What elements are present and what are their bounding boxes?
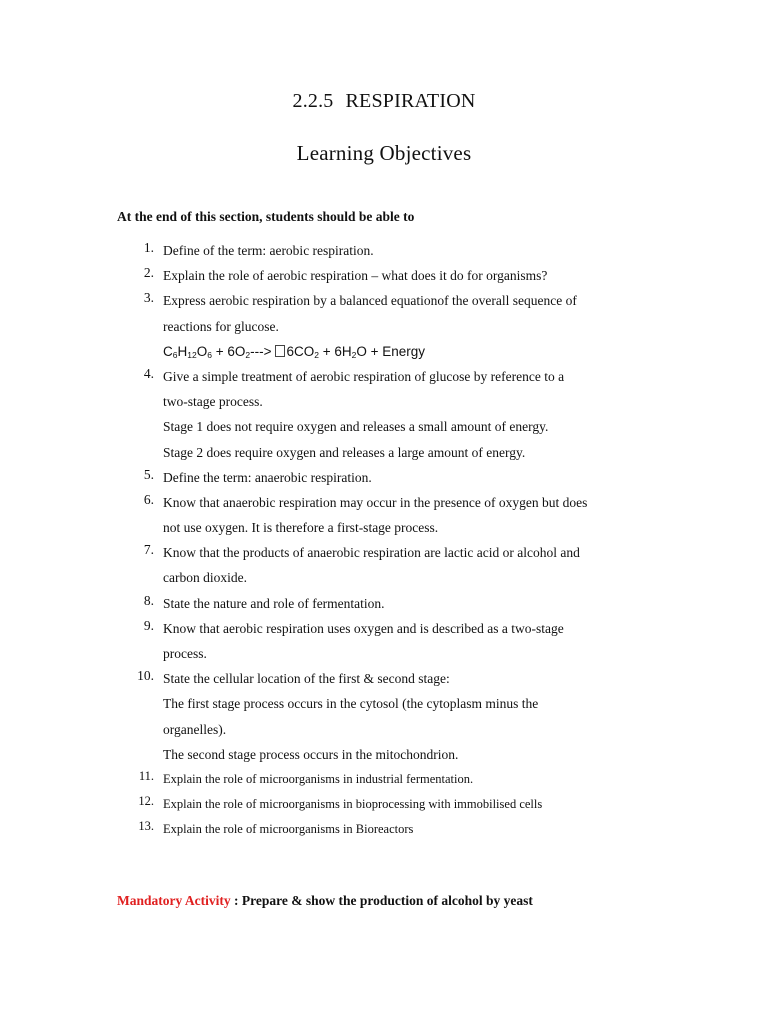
eq-co2: 6CO — [286, 343, 315, 359]
objective-line: The second stage process occurs in the mitochondrion. — [163, 746, 459, 762]
objective-line: Explain the role of microorganisms in Bioreactors — [163, 821, 414, 836]
objective-item — [0, 290, 768, 366]
objective-item — [0, 819, 768, 844]
eq-sub: 6 — [172, 349, 178, 360]
objective-line: Define the term: anaerobic respiration. — [163, 469, 372, 485]
intro-text: At the end of this section, students should be able to — [117, 209, 415, 224]
objective-item — [0, 492, 768, 542]
objective-item — [0, 542, 768, 592]
objective-line: The first stage process occurs in the cytosol (the cytoplasm minus the — [163, 696, 539, 712]
activity-label: Mandatory Activity — [117, 893, 231, 908]
objective-line: Know that the products of anaerobic respiration are lactic acid or alcohol and — [163, 545, 580, 561]
eq-sub: 12 — [187, 349, 197, 360]
objective-item — [0, 593, 768, 618]
objective-line: State the nature and role of fermentation. — [163, 595, 385, 611]
page-subtitle: Learning Objectives — [296, 141, 472, 165]
section-title: RESPIRATION — [345, 90, 476, 112]
equation — [0, 341, 768, 366]
objective-number: 7. — [143, 542, 154, 558]
objective-number: 10. — [137, 668, 154, 684]
objective-number: 8. — [143, 592, 154, 608]
objective-line: Explain the role of aerobic respiration – what does it do for organisms? — [163, 268, 548, 284]
objective-line: Express aerobic respiration by a balanced equationof the overall sequence of — [163, 293, 577, 309]
objective-line: Explain the role of microorganisms in industrial fermentation. — [163, 771, 474, 786]
objective-line: carbon dioxide. — [163, 570, 247, 586]
eq-c: C — [163, 343, 173, 359]
eq-plus-o2: + 6O — [211, 343, 246, 359]
eq-sub: 2 — [245, 349, 251, 360]
objective-item — [0, 668, 768, 769]
objective-line: Give a simple treatment of aerobic respiration of glucose by reference to a — [163, 368, 565, 384]
objective-number: 11. — [138, 768, 154, 783]
eq-sub: 2 — [351, 349, 357, 360]
objectives-list — [0, 240, 768, 843]
objective-line: not use oxygen. It is therefore a first-stage process. — [163, 520, 439, 536]
objective-line: reactions for glucose. — [163, 318, 279, 334]
objective-number: 6. — [143, 491, 154, 507]
objective-line: Explain the role of microorganisms in bioprocessing with immobilised cells — [163, 796, 543, 811]
objective-item — [0, 769, 768, 794]
eq-sub: 6 — [207, 349, 212, 360]
eq-o: O — [196, 343, 208, 359]
objective-item — [0, 467, 768, 492]
objective-line: Stage 2 does require oxygen and releases a large amount of energy. — [163, 444, 526, 460]
objective-line: organelles). — [163, 721, 227, 737]
activity-separator: : — [230, 893, 242, 908]
section-number: 2.2.5 — [292, 90, 334, 112]
objective-number: 3. — [143, 290, 154, 306]
objective-item — [0, 618, 768, 668]
objective-line: process. — [163, 646, 207, 661]
eq-arrow: ---> — [250, 343, 272, 359]
objective-item — [0, 265, 768, 290]
objective-number: 1. — [143, 240, 154, 255]
objective-line: Stage 1 does not require oxygen and releases a small amount of energy. — [163, 419, 549, 435]
eq-sub: 2 — [314, 349, 319, 360]
objective-number: 12. — [138, 793, 154, 808]
objective-line: two-stage process. — [163, 394, 263, 410]
objective-line: Know that aerobic respiration uses oxygen and is described as a two-stage — [163, 620, 564, 636]
objective-item — [0, 240, 768, 265]
objective-line: Define of the term: aerobic respiration. — [163, 243, 374, 258]
activity-text: Prepare & show the production of alcohol by yeast — [241, 893, 533, 908]
eq-plus-h2o: + 6H — [318, 343, 352, 359]
objective-number: 13. — [138, 818, 154, 833]
objective-item — [0, 794, 768, 819]
objective-number: 4. — [143, 365, 154, 381]
objective-number: 9. — [143, 617, 154, 633]
page-title — [0, 90, 768, 113]
objective-number: 2. — [143, 265, 154, 281]
objective-line: Know that anaerobic respiration may occur in the presence of oxygen but does — [163, 494, 588, 510]
missing-glyph-icon — [275, 345, 285, 357]
objective-number: 5. — [143, 466, 154, 482]
eq-h: H — [177, 343, 188, 359]
objective-item — [0, 366, 768, 467]
eq-tail: O + Energy — [356, 343, 426, 359]
objective-line: State the cellular location of the first & second stage: — [163, 671, 450, 687]
mandatory-activity — [117, 893, 533, 909]
